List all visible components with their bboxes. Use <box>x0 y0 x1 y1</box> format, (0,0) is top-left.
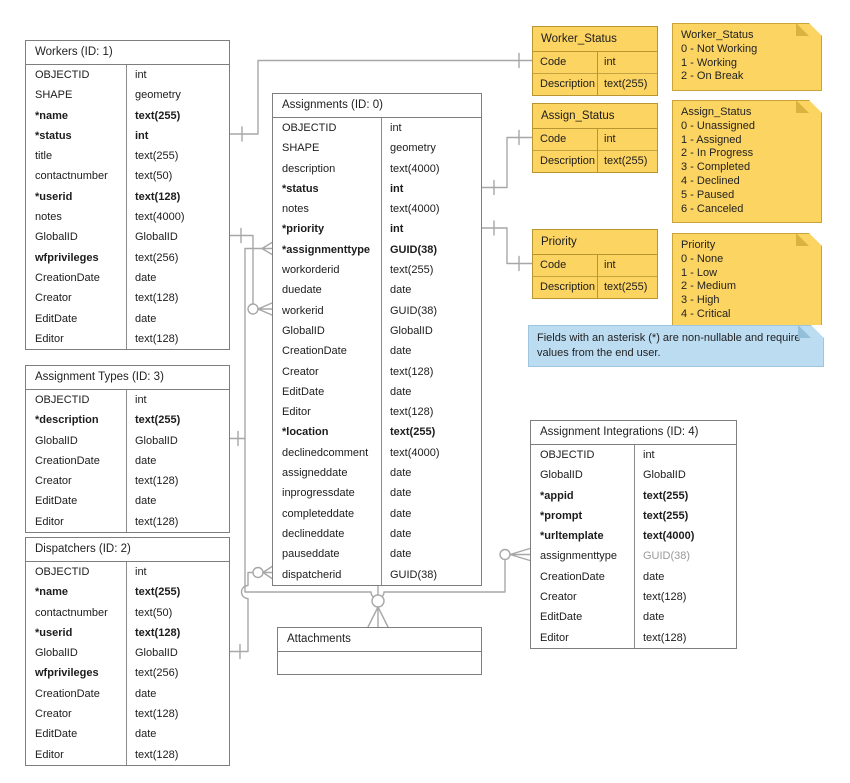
field-type: text(255) <box>604 155 648 167</box>
field-name: notes <box>35 211 62 224</box>
field-row <box>26 309 229 329</box>
note-fold-icon <box>809 23 822 36</box>
note-line: 2 - On Break <box>681 70 744 83</box>
field-type: int <box>135 129 149 142</box>
field-name: CreationDate <box>35 271 100 284</box>
column-divider <box>597 52 598 95</box>
field-type: text(128) <box>135 332 179 345</box>
field-type: GlobalID <box>135 434 178 447</box>
field-row <box>26 268 229 288</box>
field-name: title <box>35 150 53 163</box>
table-title: Assignment Integrations (ID: 4) <box>531 421 736 445</box>
field-name: Description <box>540 78 596 90</box>
note-line: 1 - Low <box>681 266 718 279</box>
field-type: text(128) <box>643 631 687 644</box>
field-type: text(255) <box>390 264 434 277</box>
field-row <box>273 260 481 280</box>
field-row <box>273 483 481 503</box>
field-type: date <box>390 385 412 398</box>
field-name: GlobalID <box>35 647 78 660</box>
field-name: declinedcomment <box>282 446 369 459</box>
field-name: CreationDate <box>282 345 347 358</box>
field-row <box>273 544 481 564</box>
note-line: 5 - Paused <box>681 188 735 201</box>
note-line: 0 - None <box>681 252 724 265</box>
field-row <box>533 73 657 95</box>
field-row <box>273 199 481 219</box>
note-fold-icon <box>809 233 822 246</box>
field-row <box>273 118 481 138</box>
asterisk-legend-note <box>528 325 824 367</box>
column-divider <box>634 445 635 648</box>
table-title: Worker_Status <box>533 27 657 52</box>
field-name: completeddate <box>282 507 355 520</box>
field-row <box>26 582 229 602</box>
field-type: text(128) <box>135 515 179 528</box>
field-name: Editor <box>540 631 569 644</box>
zero-circle <box>253 568 263 578</box>
field-row <box>26 451 229 471</box>
field-name: OBJECTID <box>35 394 90 406</box>
zero-circle <box>500 550 510 560</box>
field-row <box>26 491 229 511</box>
worker-status-note <box>672 23 822 91</box>
field-name: *status <box>282 182 319 195</box>
field-type: text(4000) <box>643 530 695 543</box>
field-row <box>273 362 481 382</box>
note-line: Priority <box>681 239 716 251</box>
field-row <box>26 288 229 308</box>
note-line: 4 - Declined <box>681 174 740 187</box>
field-type: int <box>135 566 147 578</box>
field-type: text(128) <box>135 292 179 305</box>
note-line: 2 - In Progress <box>681 147 754 160</box>
field-type: text(255) <box>135 586 181 599</box>
field-row <box>26 106 229 126</box>
field-row <box>26 248 229 268</box>
field-row <box>273 422 481 442</box>
field-row <box>26 126 229 146</box>
field-row <box>273 240 481 260</box>
field-row <box>26 562 229 582</box>
field-type: int <box>604 133 616 145</box>
field-row <box>273 179 481 199</box>
field-type: date <box>390 507 412 520</box>
assignment-types-table <box>25 365 230 533</box>
field-name: EditDate <box>35 495 78 508</box>
note-line: 2 - Medium <box>681 280 737 293</box>
field-name: CreationDate <box>35 454 100 467</box>
field-row <box>26 724 229 744</box>
field-row <box>273 504 481 524</box>
note-line: 6 - Canceled <box>681 202 744 215</box>
zero-circle <box>248 304 258 314</box>
field-name: inprogressdate <box>282 487 355 500</box>
field-type: text(128) <box>135 475 179 488</box>
field-name: *priority <box>282 223 325 236</box>
field-name: Description <box>540 155 596 167</box>
crow-foot <box>368 607 388 627</box>
zero-circle <box>372 595 384 607</box>
table-title: Priority <box>533 230 657 255</box>
field-type: text(50) <box>135 170 173 183</box>
field-name: Code <box>540 56 567 68</box>
field-name: Creator <box>282 365 319 378</box>
field-row <box>26 643 229 663</box>
table-title: Attachments <box>278 628 481 652</box>
field-name: contactnumber <box>35 606 108 619</box>
note-line: 3 - High <box>681 294 720 307</box>
field-type: int <box>604 259 616 271</box>
field-type: text(128) <box>135 748 179 761</box>
field-type: text(128) <box>390 365 434 378</box>
field-name: wfprivileges <box>35 251 99 264</box>
connector-assignment-priority <box>482 228 532 264</box>
field-type: date <box>643 570 665 583</box>
field-type: GUID(38) <box>390 304 438 317</box>
table-title: Assignments (ID: 0) <box>273 94 481 118</box>
field-name: Description <box>540 281 596 293</box>
worker-status-enum-table <box>532 26 658 96</box>
attachments-table <box>277 627 482 675</box>
field-type: int <box>390 223 404 236</box>
field-type: date <box>135 271 157 284</box>
note-line: 1 - Assigned <box>681 133 742 146</box>
field-row <box>26 745 229 765</box>
assign-status-note <box>672 100 822 223</box>
field-type: date <box>135 454 157 467</box>
column-divider <box>597 129 598 172</box>
table-title: Workers (ID: 1) <box>26 41 229 65</box>
field-row <box>533 276 657 298</box>
field-type: date <box>390 284 412 297</box>
field-name: Code <box>540 133 567 145</box>
field-name: OBJECTID <box>35 69 90 81</box>
field-type: date <box>390 467 412 480</box>
field-type: text(255) <box>390 426 436 439</box>
field-name: description <box>282 162 336 175</box>
field-type: date <box>135 495 157 508</box>
field-type: text(128) <box>643 591 687 604</box>
field-name: assigneddate <box>282 467 348 480</box>
column-divider <box>597 255 598 298</box>
field-name: GlobalID <box>282 324 325 337</box>
field-row <box>533 52 657 73</box>
field-type: GUID(38) <box>390 243 438 256</box>
field-row <box>26 85 229 105</box>
field-type: text(255) <box>643 489 689 502</box>
field-row <box>26 207 229 227</box>
field-type: text(128) <box>390 406 434 419</box>
note-line: 4 - Critical <box>681 307 731 320</box>
workers-table <box>25 40 230 350</box>
field-name: *name <box>35 109 69 122</box>
field-name: *userid <box>35 626 73 639</box>
crow-foot <box>262 243 272 255</box>
note-line: 3 - Completed <box>681 161 751 174</box>
field-name: *userid <box>35 190 73 203</box>
field-name: GlobalID <box>35 231 78 244</box>
field-row <box>533 255 657 276</box>
field-row <box>273 280 481 300</box>
field-type: geometry <box>135 89 181 102</box>
crow-foot <box>510 549 530 561</box>
field-row <box>26 187 229 207</box>
field-row <box>273 565 481 585</box>
field-name: OBJECTID <box>540 449 595 461</box>
field-name: CreationDate <box>35 687 100 700</box>
field-type: int <box>135 69 147 81</box>
table-title: Assign_Status <box>533 104 657 129</box>
field-row <box>273 341 481 361</box>
field-name: Creator <box>35 708 72 721</box>
field-name: notes <box>282 203 309 216</box>
field-row <box>533 129 657 150</box>
field-type: text(128) <box>135 190 181 203</box>
field-type: GUID(38) <box>390 568 438 581</box>
field-type: text(4000) <box>135 211 185 224</box>
field-type: date <box>390 345 412 358</box>
connector-worker-assignment <box>230 236 253 305</box>
field-name: GlobalID <box>35 434 78 447</box>
connector-dispatcher-assignment <box>230 573 253 652</box>
field-name: Creator <box>540 591 577 604</box>
field-type: text(128) <box>135 626 181 639</box>
field-type: GlobalID <box>643 469 686 482</box>
field-row <box>26 684 229 704</box>
note-line: Assign_Status <box>681 106 752 118</box>
field-name: EditDate <box>282 385 325 398</box>
field-type: date <box>390 548 412 561</box>
field-row <box>26 512 229 532</box>
field-type: text(255) <box>604 78 648 90</box>
note-line: Worker_Status <box>681 29 754 41</box>
field-name: *prompt <box>540 509 583 522</box>
field-type: int <box>604 56 616 68</box>
note-line: 0 - Unassigned <box>681 119 755 132</box>
field-name: SHAPE <box>282 142 320 155</box>
field-name: Creator <box>35 475 72 488</box>
column-divider <box>126 562 127 765</box>
field-name: wfprivileges <box>35 667 99 680</box>
field-row <box>273 463 481 483</box>
field-row <box>26 623 229 643</box>
field-type: text(4000) <box>390 203 440 216</box>
field-type: GlobalID <box>390 324 433 337</box>
field-row <box>26 704 229 724</box>
note-fold-icon <box>811 325 824 338</box>
field-name: Editor <box>282 406 311 419</box>
note-line: 0 - Not Working <box>681 42 758 55</box>
field-row <box>273 443 481 463</box>
field-name: *assignmenttype <box>282 243 371 256</box>
field-name: workerid <box>282 304 324 317</box>
field-name: *location <box>282 426 329 439</box>
crow-foot <box>258 303 272 315</box>
field-name: Code <box>540 259 567 271</box>
assignments-table <box>272 93 482 586</box>
field-type: date <box>135 687 157 700</box>
field-type: text(256) <box>135 667 179 680</box>
field-type: int <box>390 182 404 195</box>
field-type: date <box>643 611 665 624</box>
column-divider <box>126 65 127 349</box>
priority-enum-table <box>532 229 658 299</box>
priority-note <box>672 233 822 329</box>
field-row <box>273 524 481 544</box>
field-name: workorderid <box>282 264 340 277</box>
field-name: pauseddate <box>282 548 340 561</box>
field-type: text(4000) <box>390 446 440 459</box>
field-type: text(255) <box>643 509 689 522</box>
field-name: dispatcherid <box>282 568 342 581</box>
field-row <box>26 166 229 186</box>
field-name: CreationDate <box>540 570 605 583</box>
column-divider <box>381 118 382 585</box>
field-type: GlobalID <box>135 231 178 244</box>
field-row <box>273 321 481 341</box>
assignment-integrations-table <box>530 420 737 649</box>
connector-type-assignment <box>230 249 262 439</box>
field-name: EditDate <box>35 312 78 325</box>
field-type: date <box>135 312 157 325</box>
field-name: EditDate <box>35 728 78 741</box>
field-row <box>273 382 481 402</box>
field-name: Editor <box>35 332 64 345</box>
assign-status-enum-table <box>532 103 658 173</box>
field-name: Editor <box>35 748 64 761</box>
field-type: text(255) <box>135 109 181 122</box>
column-divider <box>126 390 127 532</box>
field-row <box>26 663 229 683</box>
field-row <box>26 603 229 623</box>
field-name: *description <box>35 414 99 427</box>
connector-assignment-status <box>482 138 532 188</box>
legend-text: Fields with an asterisk (*) are non-nullable and require values from the end user. <box>537 332 801 359</box>
table-title: Assignment Types (ID: 3) <box>26 366 229 390</box>
field-row <box>26 146 229 166</box>
field-row <box>26 390 229 410</box>
field-type: date <box>390 487 412 500</box>
field-name: *appid <box>540 489 574 502</box>
field-name: Creator <box>35 292 72 305</box>
field-name: contactnumber <box>35 170 108 183</box>
dispatchers-table <box>25 537 230 766</box>
field-row <box>273 402 481 422</box>
field-type: text(255) <box>604 281 648 293</box>
field-type: int <box>390 122 402 134</box>
field-row <box>26 329 229 349</box>
field-type: GlobalID <box>135 647 178 660</box>
field-type: text(256) <box>135 251 179 264</box>
field-row <box>26 227 229 247</box>
field-type: GUID(38) <box>643 550 691 563</box>
field-name: OBJECTID <box>282 122 337 134</box>
field-row <box>273 138 481 158</box>
crow-foot <box>263 567 272 579</box>
table-title: Dispatchers (ID: 2) <box>26 538 229 562</box>
field-type: text(255) <box>135 150 179 163</box>
field-name: EditDate <box>540 611 583 624</box>
field-row <box>26 410 229 430</box>
field-type: date <box>135 728 157 741</box>
note-line: 1 - Working <box>681 56 738 69</box>
field-name: duedate <box>282 284 322 297</box>
field-row <box>273 219 481 239</box>
field-type: text(255) <box>135 414 181 427</box>
field-name: *status <box>35 129 72 142</box>
field-type: int <box>643 449 655 461</box>
field-row <box>26 65 229 85</box>
field-type: int <box>135 394 147 406</box>
field-name: OBJECTID <box>35 566 90 578</box>
field-type: text(50) <box>135 606 173 619</box>
field-type: text(4000) <box>390 162 440 175</box>
field-row <box>26 471 229 491</box>
field-row <box>26 431 229 451</box>
field-name: SHAPE <box>35 89 73 102</box>
note-fold-icon <box>809 100 822 113</box>
field-name: declineddate <box>282 527 345 540</box>
field-row <box>273 159 481 179</box>
field-type: text(128) <box>135 708 179 721</box>
field-type: date <box>390 527 412 540</box>
field-name: assignmenttype <box>540 550 618 563</box>
field-name: *name <box>35 586 69 599</box>
field-row <box>533 150 657 172</box>
field-name: GlobalID <box>540 469 583 482</box>
field-name: *urltemplate <box>540 530 604 543</box>
field-type: geometry <box>390 142 436 155</box>
field-row <box>273 301 481 321</box>
field-name: Editor <box>35 515 64 528</box>
